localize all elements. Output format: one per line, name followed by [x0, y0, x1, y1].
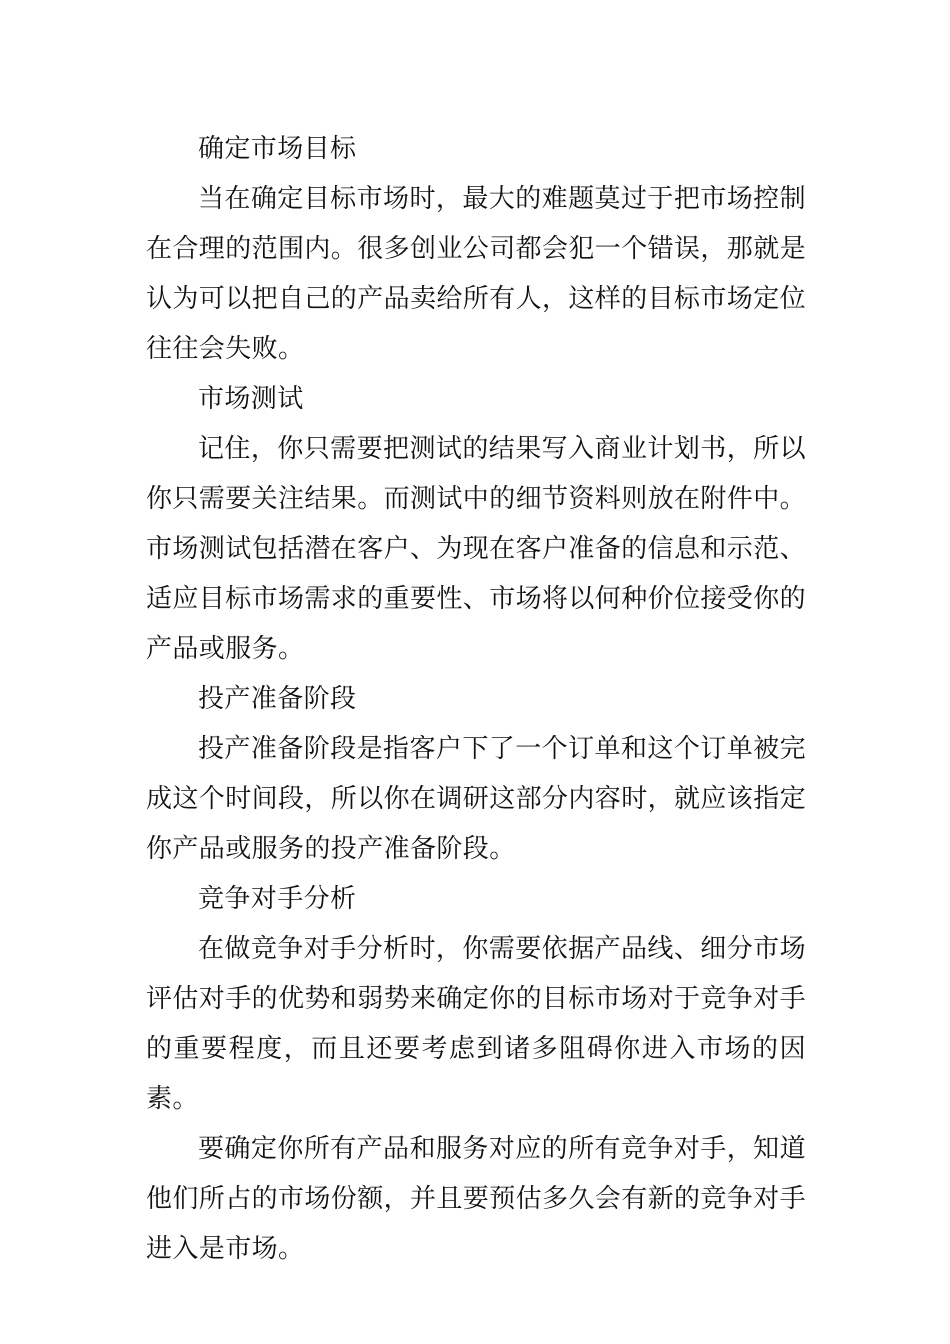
- paragraph: 投产准备阶段是指客户下了一个订单和这个订单被完成这个时间段，所以你在调研这部分内容时，就应该指定你产品或服务的投产准备阶段。: [146, 734, 807, 864]
- section-heading: 确定市场目标: [198, 134, 357, 164]
- document-page: [146, 124, 806, 1274]
- section-heading: 竞争对手分析: [198, 884, 357, 914]
- paragraph: 要确定你所有产品和服务对应的所有竞争对手，知道他们所占的市场份额，并且要预估多久会有新的竞争对手进入是市场。: [146, 1134, 807, 1264]
- paragraph: 当在确定目标市场时，最大的难题莫过于把市场控制在合理的范围内。很多创业公司都会犯一个错误，那就是认为可以把自己的产品卖给所有人，这样的目标市场定位往往会失败。: [146, 184, 807, 364]
- paragraph: 记住，你只需要把测试的结果写入商业计划书，所以你只需要关注结果。而测试中的细节资料则放在附件中。市场测试包括潜在客户、为现在客户准备的信息和示范、适应目标市场需求的重要性、市场将以何种价位接受你的产品或服务。: [146, 434, 807, 664]
- section-heading: 投产准备阶段: [198, 684, 357, 714]
- paragraph: 在做竞争对手分析时，你需要依据产品线、细分市场评估对手的优势和弱势来确定你的目标市场对于竞争对手的重要程度，而且还要考虑到诸多阻碍你进入市场的因素。: [146, 934, 807, 1114]
- section-heading: 市场测试: [198, 384, 304, 414]
